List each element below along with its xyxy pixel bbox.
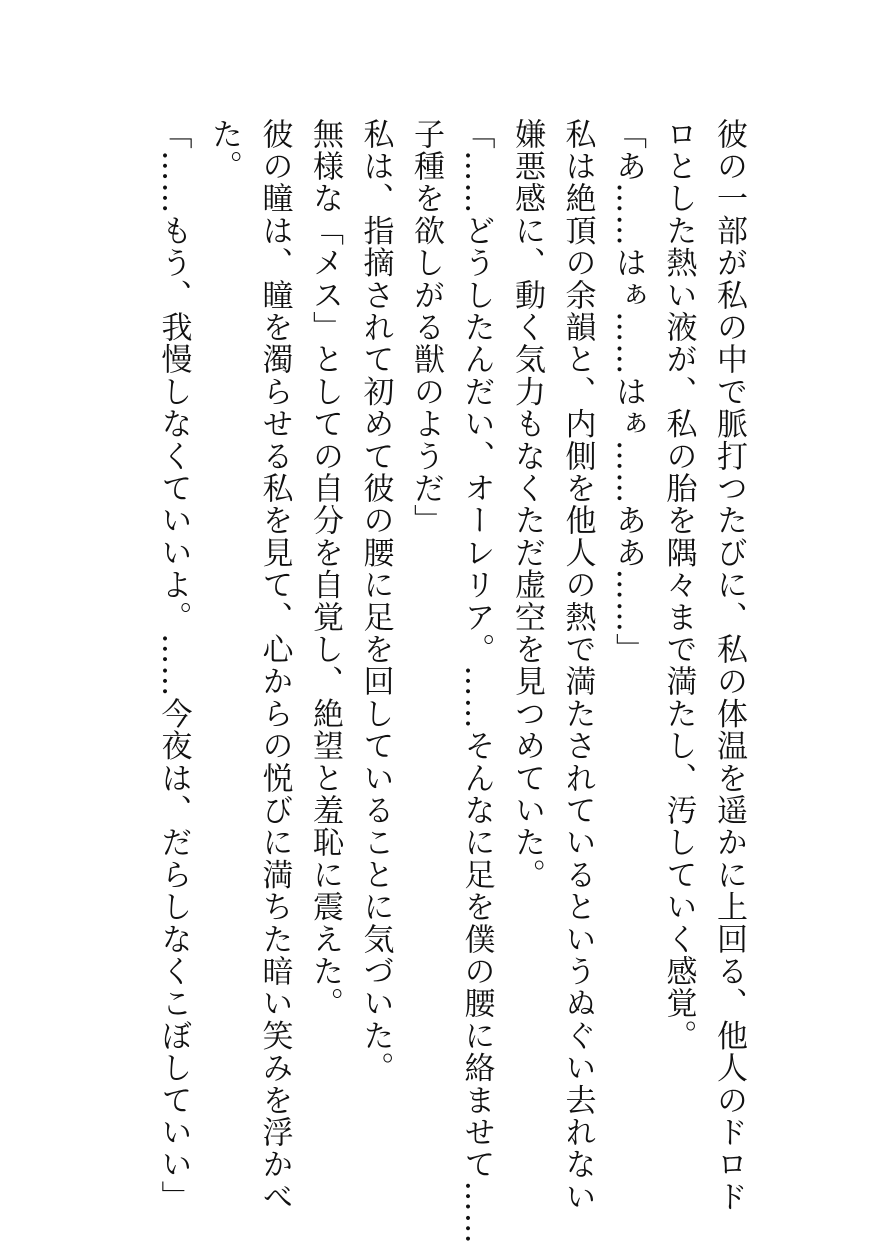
text-line: 彼の瞳は、瞳を濁らせる私を見て、心からの悦びに満ちた暗い笑みを浮かべ — [256, 118, 293, 1213]
text-line: 無様な「メス」としての自分を自覚し、絶望と羞恥に震えた。 — [307, 118, 343, 1020]
dialogue-line: 「……どうしたんだい、オーレリア。……そんなに足を僕の腰に絡ませて…… — [458, 118, 495, 1245]
dialogue-line: 「……もう、我慢しなくていいよ。……今夜は、だらしなくこぼしていい」 — [155, 118, 192, 1213]
text-line: ロとした熱い液が、私の胎を隅々まで満たし、汚していく感覚。 — [660, 118, 697, 1052]
text-line: 私は絶頂の余韻と、内側を他人の熱で満たされているというぬぐい去れない — [559, 118, 596, 1213]
text-line: 嫌悪感に、動く気力もなくただ虚空を見つめていた。 — [509, 118, 545, 891]
text-line: 私は、指摘されて初めて彼の腰に足を回していることに気づいた。 — [357, 118, 394, 1084]
dialogue-line: 「あ……はぁ……はぁ……ああ……」 — [610, 118, 646, 666]
dialogue-line: 子種を欲しがる獣のようだ」 — [408, 118, 444, 537]
vertical-text-body — [148, 118, 754, 1245]
text-line: 彼の一部が私の中で脈打つたびに、私の体温を遥かに上回る、他人のドロド — [711, 118, 747, 1213]
text-line: た。 — [206, 118, 242, 183]
